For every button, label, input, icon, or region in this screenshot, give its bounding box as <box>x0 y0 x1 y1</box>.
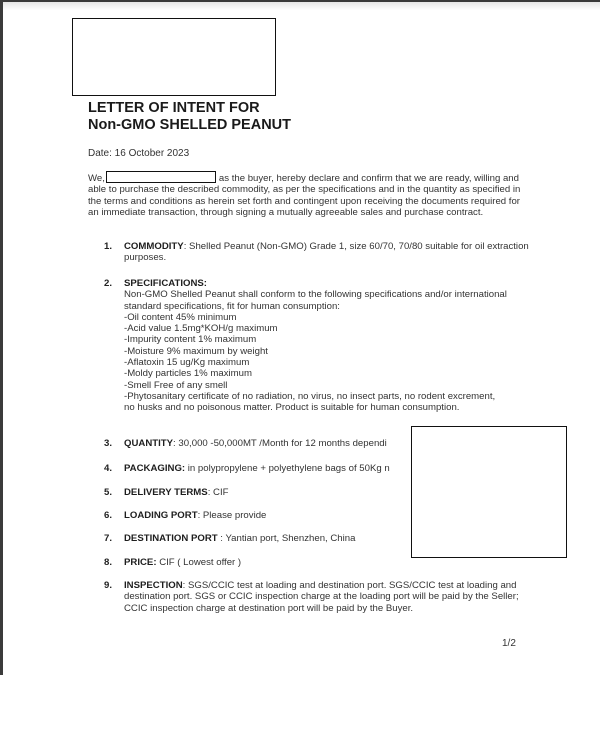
intro-text: as the buyer, hereby declare and confirm that we are ready, willing and able to purchase the described commodity, as per the specifications and in the quantity as specified in the terms and conditions as herein set forth and contingent upon receiving the documents required for an immediate transaction, through signing a mutually agreeable sales and purchase contract. <box>88 173 521 218</box>
item-text: Non-GMO Shelled Peanut shall conform to the following specifications and/or international standard specifications, fit for human consumption: <box>124 289 507 312</box>
item-separator: : <box>182 580 188 591</box>
item-separator: : <box>183 241 190 252</box>
spec-line: -Aflatoxin 15 ug/Kg maximum <box>124 357 250 369</box>
item-number: 6. <box>104 510 113 521</box>
title-line-2: Non-GMO SHELLED PEANUT <box>88 116 291 133</box>
item-inspection <box>104 580 529 614</box>
item-number: 2. <box>104 278 113 289</box>
redacted-buyer-name <box>106 171 216 183</box>
item-commodity <box>104 241 529 264</box>
item-label: INSPECTION <box>124 580 183 591</box>
item-label: DESTINATION PORT <box>124 533 218 544</box>
spec-line: -Moisture 9% maximum by weight <box>124 345 268 357</box>
document-date: Date: 16 October 2023 <box>88 148 190 159</box>
item-specifications <box>104 278 529 414</box>
spec-line: -Smell Free of any smell <box>124 379 228 391</box>
item-label: PRICE: <box>124 557 157 568</box>
item-separator: : <box>197 510 203 521</box>
item-number: 3. <box>104 438 113 449</box>
item-text: SGS/CCIC test at loading and destination port. SGS/CCIC test at loading and destination port. SGS or CCIC inspection charge at the loading port will be paid by the Seller; CCIC inspection charge at destination port will be paid by the Buyer. <box>124 580 519 614</box>
item-number: 1. <box>104 241 113 252</box>
item-text: Please provide <box>202 510 267 521</box>
redacted-stamp-area <box>411 426 567 558</box>
item-text: Yantian port, Shenzhen, China <box>225 533 356 544</box>
item-label: PACKAGING: <box>124 463 186 474</box>
item-separator: : <box>173 438 179 449</box>
intro-prefix: We, <box>88 173 105 184</box>
page-number: 1/2 <box>502 638 516 649</box>
item-text: in polypropylene + polyethylene bags of 50Kg n <box>187 463 390 474</box>
viewer-left-border <box>0 0 3 675</box>
item-text: 30,000 -50,000MT /Month for 12 months dependi <box>178 438 387 449</box>
item-number: 4. <box>104 463 113 474</box>
redacted-letterhead <box>72 18 276 96</box>
spec-line: -Moldy particles 1% maximum <box>124 368 252 380</box>
item-separator: : <box>217 533 226 544</box>
document-title <box>88 100 291 133</box>
item-text: Shelled Peanut (Non-GMO) Grade 1, size 60/70, 70/80 suitable for oil extraction purposes. <box>124 241 529 264</box>
title-line-1: LETTER OF INTENT FOR <box>88 100 260 116</box>
phytosanitary-text: -Phytosanitary certificate of no radiation, no virus, no insect parts, no rodent excrement, no husks and no poisonous matter. Product is suitable for human consumption. <box>124 390 496 414</box>
item-price <box>104 557 529 568</box>
item-number: 9. <box>104 580 113 591</box>
item-separator: : <box>207 487 214 498</box>
spec-list <box>124 312 529 391</box>
item-label: SPECIFICATIONS: <box>124 278 207 289</box>
item-label: COMMODITY <box>124 241 184 252</box>
spec-line: -Acid value 1.5mg*KOH/g maximum <box>124 323 278 335</box>
item-text: CIF <box>213 487 229 498</box>
item-label: LOADING PORT <box>124 510 198 521</box>
item-number: 7. <box>104 533 113 544</box>
item-label: DELIVERY TERMS <box>124 487 208 498</box>
viewer-top-shadow <box>0 2 600 10</box>
spec-line: -Impurity content 1% maximum <box>124 334 257 346</box>
item-text: CIF ( Lowest offer ) <box>159 557 242 568</box>
intro-paragraph <box>88 171 528 218</box>
item-number: 5. <box>104 487 113 498</box>
item-number: 8. <box>104 557 113 568</box>
spec-line: -Oil content 45% minimum <box>124 311 237 323</box>
item-label: QUANTITY <box>124 438 174 449</box>
